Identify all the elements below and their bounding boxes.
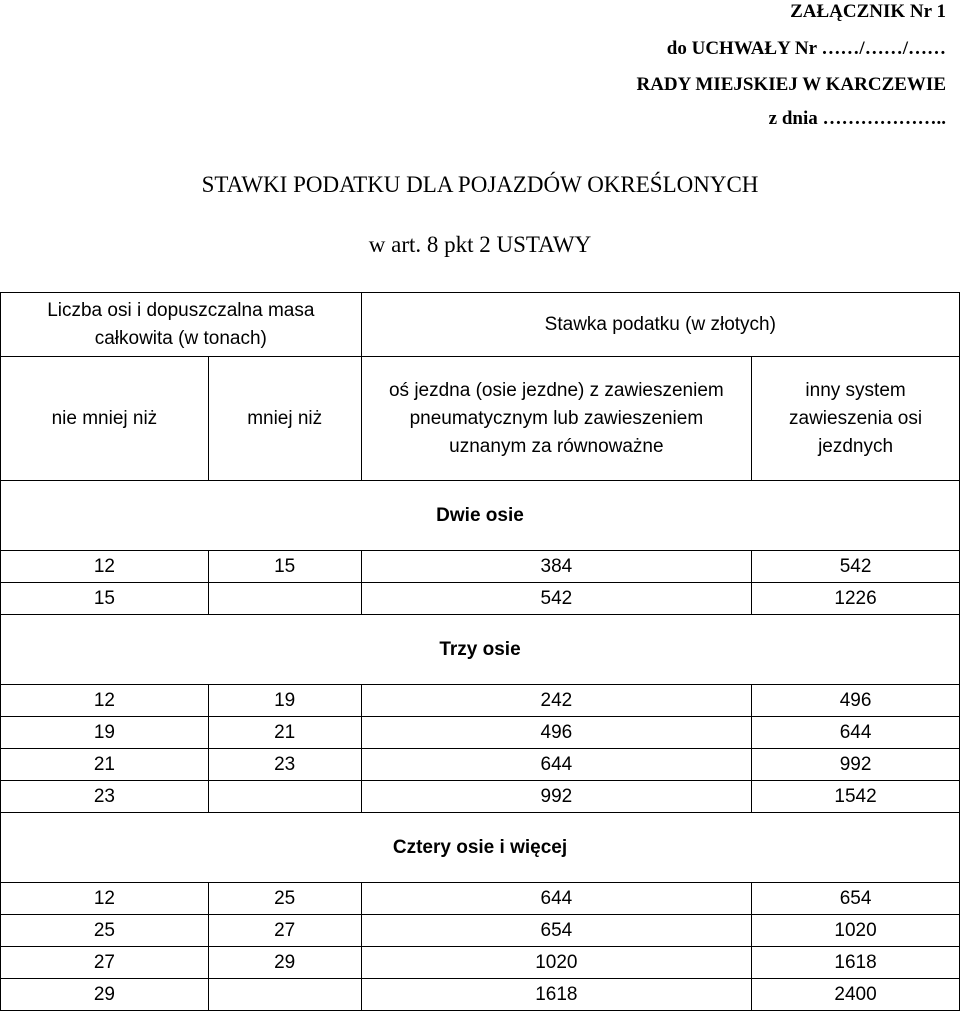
resolution-date: z dnia ……………….. <box>768 108 946 129</box>
table-row <box>1 551 960 583</box>
cell-max: 29 <box>208 947 361 979</box>
cell-min: 12 <box>1 685 209 717</box>
cell-other: 1618 <box>752 947 960 979</box>
cell-pneumatic: 654 <box>361 915 752 947</box>
table-row <box>1 947 960 979</box>
cell-other: 644 <box>752 717 960 749</box>
cell-pneumatic: 384 <box>361 551 752 583</box>
cell-pneumatic: 644 <box>361 883 752 915</box>
cell-other: 542 <box>752 551 960 583</box>
section-title: Dwie osie <box>1 481 960 551</box>
cell-min: 27 <box>1 947 209 979</box>
header-mass-group: Liczba osi i dopuszczalna masa całkowita (w tonach) <box>1 293 362 357</box>
header-pneumatic-suspension: oś jezdna (osie jezdne) z zawieszeniem pneumatycznym lub zawieszeniem uznanym za równoważne <box>361 357 752 481</box>
header-rate-group: Stawka podatku (w złotych) <box>361 293 959 357</box>
table-row <box>1 781 960 813</box>
cell-max: 15 <box>208 551 361 583</box>
table-row <box>1 979 960 1011</box>
cell-other: 1020 <box>752 915 960 947</box>
cell-min: 19 <box>1 717 209 749</box>
cell-min: 25 <box>1 915 209 947</box>
table-row <box>1 915 960 947</box>
cell-other: 1226 <box>752 583 960 615</box>
cell-max: 19 <box>208 685 361 717</box>
document-title: STAWKI PODATKU DLA POJAZDÓW OKREŚLONYCH <box>201 172 759 197</box>
cell-max <box>208 583 361 615</box>
header-min-mass: nie mniej niż <box>1 357 209 481</box>
annex-number: ZAŁĄCZNIK Nr 1 <box>790 1 946 22</box>
resolution-number: do UCHWAŁY Nr ……/……/…… <box>666 38 946 59</box>
cell-min: 23 <box>1 781 209 813</box>
section-title: Trzy osie <box>1 615 960 685</box>
cell-max <box>208 979 361 1011</box>
cell-pneumatic: 242 <box>361 685 752 717</box>
cell-max: 23 <box>208 749 361 781</box>
cell-max <box>208 781 361 813</box>
table-row <box>1 717 960 749</box>
cell-max: 21 <box>208 717 361 749</box>
cell-max: 27 <box>208 915 361 947</box>
table-row <box>1 685 960 717</box>
cell-min: 21 <box>1 749 209 781</box>
cell-pneumatic: 496 <box>361 717 752 749</box>
cell-pneumatic: 1020 <box>361 947 752 979</box>
cell-min: 15 <box>1 583 209 615</box>
cell-other: 1542 <box>752 781 960 813</box>
cell-other: 992 <box>752 749 960 781</box>
table-row <box>1 749 960 781</box>
document-subtitle: w art. 8 pkt 2 USTAWY <box>368 232 592 257</box>
section-row <box>1 615 960 685</box>
section-row <box>1 813 960 883</box>
cell-pneumatic: 542 <box>361 583 752 615</box>
cell-min: 12 <box>1 883 209 915</box>
cell-min: 12 <box>1 551 209 583</box>
cell-other: 496 <box>752 685 960 717</box>
header-other-suspension: inny system zawieszenia osi jezdnych <box>752 357 960 481</box>
table-row <box>1 583 960 615</box>
section-title: Cztery osie i więcej <box>1 813 960 883</box>
cell-pneumatic: 992 <box>361 781 752 813</box>
table-row <box>1 883 960 915</box>
cell-min: 29 <box>1 979 209 1011</box>
cell-other: 2400 <box>752 979 960 1011</box>
cell-pneumatic: 1618 <box>361 979 752 1011</box>
tax-rates-table <box>0 292 960 1011</box>
cell-pneumatic: 644 <box>361 749 752 781</box>
section-row <box>1 481 960 551</box>
header-max-mass: mniej niż <box>208 357 361 481</box>
cell-other: 654 <box>752 883 960 915</box>
council-name: RADY MIEJSKIEJ W KARCZEWIE <box>636 74 946 95</box>
cell-max: 25 <box>208 883 361 915</box>
